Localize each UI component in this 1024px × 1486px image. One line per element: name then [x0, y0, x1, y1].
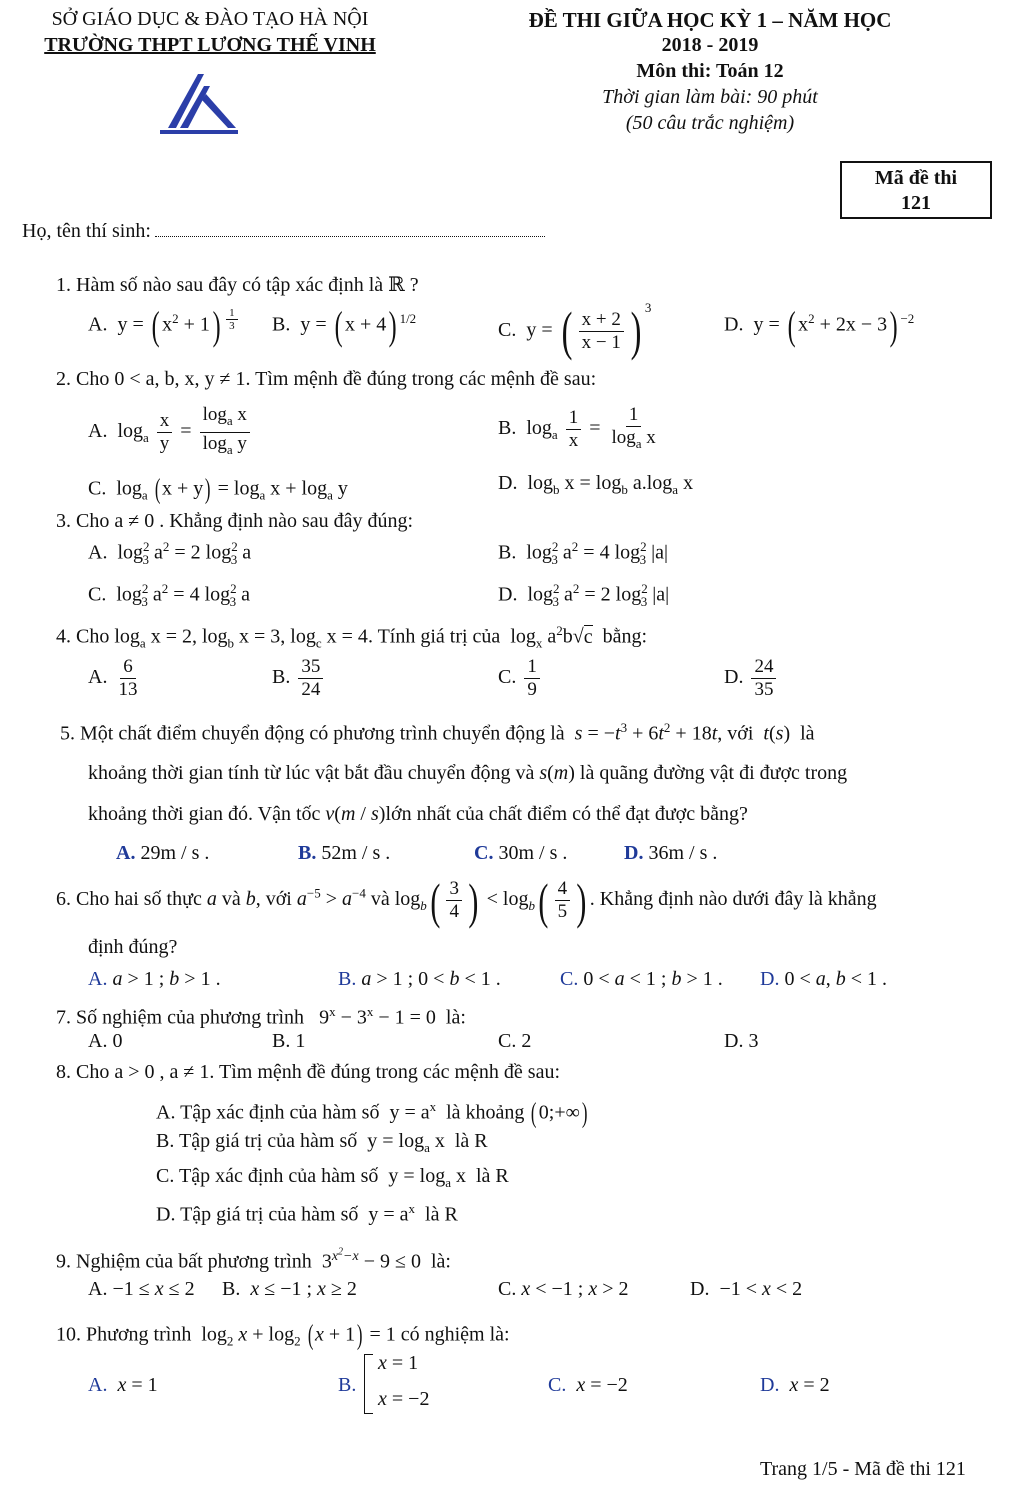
q9-stem: 9. Nghiệm của bất phương trình $3^{x^2-x} - 9 \le 0$ là:	[56, 1246, 451, 1273]
q5-line2-b: là quãng đường vật đi được trong	[579, 762, 848, 784]
department-name: SỞ GIÁO DỤC & ĐÀO TẠO HÀ NỘI	[51, 8, 369, 30]
q4-option-a: A. $\frac{6}{13}$	[88, 656, 138, 700]
exam-code-label: Mã đề thi	[874, 167, 958, 189]
q8-stem-a: 8. Cho	[56, 1061, 110, 1083]
q4-stem-b: . Tính giá trị của	[367, 625, 501, 648]
q8-option-a-text: A. Tập xác định của hàm số	[156, 1101, 380, 1124]
q8-stem-b: . Tìm mệnh đề đúng trong các mệnh đề sau:	[209, 1061, 561, 1083]
q6-stem: 6. Cho hai số thực a và b, với $a^{-5} > a^{-4}$ và $\log_b$( $\frac{3}{4}$ ) < $\log_b$( $\frac{4}{5}$ ) . Khẳng định nào dưới đây là khẳng	[56, 872, 877, 929]
q10-stem-b: có nghiệm là:	[400, 1323, 510, 1346]
q1-option-b: B. y = ( x + 4) $^{1/2}$	[272, 303, 417, 348]
q9-option-d: D. −1 < x < 2	[690, 1278, 803, 1300]
subject: Môn thi: Toán 12	[636, 60, 784, 82]
q10-stem-a: 10. Phương trình	[56, 1323, 192, 1346]
q5-option-d-text: 36m / s .	[648, 842, 718, 864]
q5-line1-c: là	[800, 722, 815, 745]
q2-option-a: A. $\log_a$ $\frac{x}{y}$ = $\frac{\log_a x}{\log_a y}$	[88, 404, 253, 461]
q8-option-b: B. Tập giá trị của hàm số $y = \log_a x$ là R	[156, 1130, 488, 1155]
q5-line3-a: khoảng thời gian đó. Vận tốc	[88, 803, 321, 825]
q5-line-2: khoảng thời gian tính từ lúc vật bắt đầu chuyển động và s(m) là quãng đường vật đi được trong	[88, 762, 848, 784]
q8-option-b-text: B. Tập giá trị của hàm số	[156, 1130, 358, 1152]
q8-option-d: D. Tập giá trị của hàm số $y = a^x$ là R	[156, 1201, 458, 1226]
q5-option-d: D. 36m / s .	[624, 842, 718, 864]
q3-option-c: C. $\log^2_3 a^2 = 4$ $\log^2_3 a$	[88, 581, 251, 609]
q1-option-c: C. y = ( $\frac{x + 2}{x - 1}$ ) $^3$	[498, 300, 652, 362]
q6-stem-b: và	[221, 888, 241, 911]
q3-stem: 3. Cho a ≠ 0 . Khẳng định nào sau đây đúng:	[56, 510, 414, 532]
q5-line-1: 5. Một chất điểm chuyển động có phương trình chuyển động là $s = -t^3 + 6t^2 + 18t$, với t(s) là	[60, 720, 815, 745]
q5-line3-b: lớn nhất của chất điểm có thể đạt được bằng?	[385, 803, 748, 825]
q7-stem-b: là:	[445, 1006, 466, 1029]
candidate-dots	[155, 222, 545, 237]
q6-stem-c: , với	[255, 888, 292, 911]
q5-option-c-text: 30m / s .	[498, 842, 568, 864]
q8-option-c-text: C. Tập xác định của hàm số	[156, 1165, 379, 1187]
q7-stem: 7. Số nghiệm của phương trình $9^x - 3^x - 1 = 0$ là:	[56, 1004, 466, 1029]
q6-stem-e: . Khẳng định nào dưới đây là khẳng	[589, 888, 877, 911]
q7-stem-a: 7. Số nghiệm của phương trình	[56, 1006, 305, 1029]
q1-option-a: A. y = ( $x^2 + 1$) $^{\frac{1}{3}}$	[88, 306, 241, 346]
q4-option-c: C. $\frac{1}{9}$	[498, 656, 543, 701]
q9-option-a: A. −1 ≤ x ≤ 2	[88, 1278, 195, 1300]
q2-stem: 2. Cho 0 < a, b, x, y ≠ 1. Tìm mệnh đề đúng trong các mệnh đề sau:	[56, 368, 597, 390]
q6-option-d: D. 0 < a, b < 1 .	[760, 968, 888, 990]
q8-stem: 8. Cho a > 0 , a ≠ 1. Tìm mệnh đề đúng trong các mệnh đề sau:	[56, 1061, 561, 1083]
question-count: (50 câu trắc nghiệm)	[625, 112, 795, 134]
q9-option-b: B. x ≤ −1 ; x ≥ 2	[222, 1278, 357, 1300]
q9-stem-a: 9. Nghiệm của bất phương trình	[56, 1250, 312, 1273]
q5-line-3: khoảng thời gian đó. Vận tốc v(m / s)lớn nhất của chất điểm có thể đạt được bằng?	[88, 803, 748, 825]
q4-stem: 4. Cho $\log_a x = 2$, $\log_b x = 3$, $\log_c x = 4$. Tính giá trị của $\log_x a^2b√c$ bằng:	[56, 623, 648, 651]
q5-option-a: A. 29m / s .	[116, 842, 210, 864]
q8-option-a-tail: là khoảng	[446, 1101, 525, 1124]
q5-line1-a: 5. Một chất điểm chuyển động có phương trình chuyển động là	[60, 722, 565, 745]
q3-option-a: A. $\log^2_3 a^2 = 2$ $\log^2_3 a$	[88, 539, 252, 567]
q8-option-c-tail: là R	[475, 1165, 509, 1187]
q4-option-d: D. $\frac{24}{35}$	[724, 656, 779, 701]
q4-stem-a: 4. Cho	[56, 625, 110, 648]
q4-stem-c: bằng:	[602, 625, 648, 648]
q8-option-a: A. Tập xác định của hàm số $y = a^x$ là khoảng (0;+∞)	[156, 1098, 588, 1129]
q6-stem-a: 6. Cho hai số thực	[56, 888, 202, 911]
q7-option-d: D. 3	[724, 1030, 759, 1052]
q7-option-c: C. 2	[498, 1030, 532, 1052]
q8-option-d-text: D. Tập giá trị của hàm số	[156, 1203, 359, 1226]
page-footer: Trang 1/5 - Mã đề thi 121	[760, 1458, 966, 1480]
q6-stem-d: và	[370, 888, 390, 911]
q6-option-c: C. 0 < a < 1 ; b > 1 .	[560, 968, 723, 990]
q9-stem-b: là:	[430, 1250, 451, 1273]
school-name: TRƯỜNG THPT LƯƠNG THẾ VINH	[44, 34, 376, 56]
exam-code-box	[840, 161, 992, 219]
q5-option-b: B. 52m / s .	[298, 842, 391, 864]
school-triangle-logo	[158, 66, 242, 134]
school-year: 2018 - 2019	[661, 34, 759, 56]
q10-stem: 10. Phương trình $\log_2 x + \log_2 (x + 1) = 1$ có nghiệm là:	[56, 1320, 510, 1351]
q5-line1-b: , với	[717, 722, 754, 745]
q4-option-b: B. $\frac{35}{24}$	[272, 656, 326, 701]
q6-line-2: định đúng?	[88, 936, 178, 958]
q3-option-d: D. $\log^2_3 a^2 = 2$ $\log^2_3 |a|$	[498, 581, 670, 609]
q1-stem: 1. Hàm số nào sau đây có tập xác định là ℝ ?	[56, 274, 419, 296]
q10-option-c: C. x = −2	[548, 1374, 628, 1396]
q8-option-c: C. Tập xác định của hàm số $y = \log_a x$ là R	[156, 1165, 509, 1190]
q5-line2-a: khoảng thời gian tính từ lúc vật bắt đầu chuyển động và	[88, 762, 535, 784]
q9-option-c: C. x < −1 ; x > 2	[498, 1278, 629, 1300]
q10-option-d: D. x = 2	[760, 1374, 830, 1396]
q10-option-a: A. x = 1	[88, 1374, 158, 1396]
q5-option-c: C. 30m / s .	[474, 842, 568, 864]
q2-stem-b: . Tìm mệnh đề đúng trong các mệnh đề sau:	[245, 368, 597, 390]
candidate-label: Họ, tên thí sinh:	[22, 220, 151, 242]
q5-option-b-text: 52m / s .	[321, 842, 391, 864]
q5-option-a-text: 29m / s .	[140, 842, 210, 864]
q6-option-a: A. a > 1 ; b > 1 .	[88, 968, 221, 990]
q8-option-b-tail: là R	[454, 1130, 488, 1152]
q7-option-a: A. 0	[88, 1030, 123, 1052]
q2-stem-a: 2. Cho	[56, 368, 110, 390]
q2-option-d: D. $\log_b x = \log_b a.\log_a$ x	[498, 472, 694, 497]
q2-option-b: B. $\log_a$ $\frac{1}{x}$ = $\frac{1}{\log_a x}$	[498, 404, 656, 451]
exam-code-value: 121	[901, 192, 931, 214]
duration: Thời gian làm bài: 90 phút	[602, 86, 818, 108]
q8-option-d-tail: là R	[425, 1203, 458, 1226]
exam-title: ĐỀ THI GIỮA HỌC KỲ 1 – NĂM HỌC	[528, 8, 892, 32]
candidate-name-line	[22, 220, 545, 243]
q1-option-d: D. y = ( $x^2 + 2x - 3$) $^{-2}$	[724, 303, 915, 348]
q7-option-b: B. 1	[272, 1030, 306, 1052]
q3-option-b: B. $\log^2_3 a^2 = 4$ $\log^2_3 |a|$	[498, 539, 669, 567]
q2-option-c: C. $\log_a (x + y) = \log_a x + \log_a y$	[88, 474, 348, 505]
q6-option-b: B. a > 1 ; 0 < b < 1 .	[338, 968, 501, 990]
